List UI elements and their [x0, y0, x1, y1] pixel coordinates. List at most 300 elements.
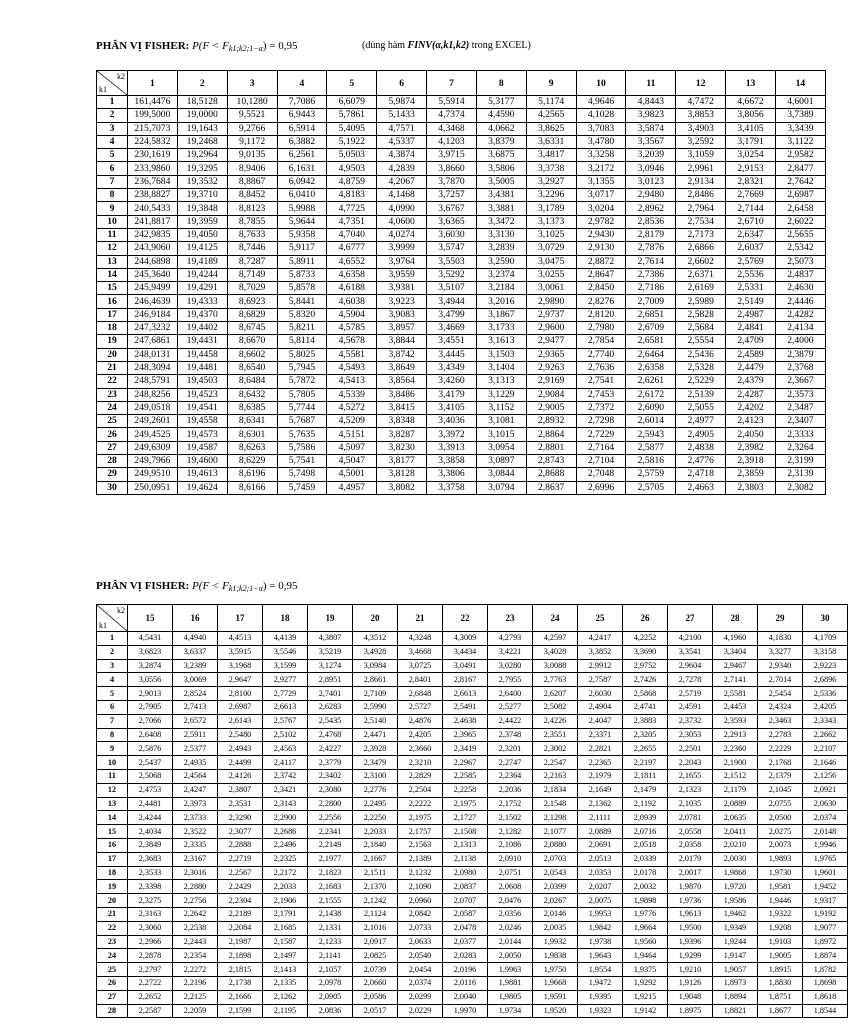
table-cell: 2,0518: [623, 838, 668, 852]
row-header: 17: [97, 308, 128, 321]
table-cell: 2,5684: [676, 322, 726, 335]
table-cell: 2,1752: [488, 797, 533, 811]
table-cell: 2,2913: [713, 728, 758, 742]
table-cell: 2,2084: [218, 921, 263, 935]
table-cell: 247,3232: [128, 322, 178, 335]
table-cell: 3,6767: [427, 202, 477, 215]
table-cell: 8,7149: [227, 268, 277, 281]
table-cell: 2,4589: [726, 348, 776, 361]
table-cell: 5,0503: [327, 149, 377, 162]
table-cell: 6,6079: [327, 96, 377, 109]
table-cell: 3,0897: [476, 455, 526, 468]
table-cell: 2,2043: [668, 756, 713, 770]
table-cell: 3,0794: [476, 481, 526, 494]
table-cell: 2,9153: [726, 162, 776, 175]
table-row: [97, 935, 848, 949]
table-cell: 2,1282: [488, 825, 533, 839]
table-row: [97, 659, 848, 673]
table-cell: 2,0558: [668, 825, 713, 839]
table-cell: 5,8025: [277, 348, 327, 361]
table-cell: 2,7905: [128, 700, 173, 714]
table-cell: 2,2504: [398, 783, 443, 797]
table-cell: 19,4458: [177, 348, 227, 361]
table-cell: 5,7805: [277, 388, 327, 401]
table-cell: 2,5727: [398, 700, 443, 714]
table-cell: 3,8742: [377, 348, 427, 361]
table-cell: 2,4034: [128, 825, 173, 839]
table-cell: 2,8276: [576, 295, 626, 308]
table-cell: 1,9452: [803, 880, 848, 894]
table-cell: 2,7740: [576, 348, 626, 361]
table-cell: 3,7389: [775, 109, 825, 122]
table-cell: 2,1987: [218, 935, 263, 949]
table-cell: 2,4244: [128, 811, 173, 825]
table-cell: 2,4876: [398, 714, 443, 728]
table-cell: 1,9765: [803, 852, 848, 866]
table-cell: 8,6301: [227, 428, 277, 441]
corner-row-label: k1: [99, 621, 107, 630]
table-cell: 2,9782: [576, 215, 626, 228]
table-cell: 19,4370: [177, 308, 227, 321]
table-cell: 1,9323: [578, 1004, 623, 1018]
table-cell: 5,7498: [277, 468, 327, 481]
table-row: [97, 268, 826, 281]
row-header: 26: [97, 976, 128, 990]
table-cell: 2,3199: [775, 455, 825, 468]
corner-cell: [97, 605, 128, 632]
table-cell: 3,3858: [427, 455, 477, 468]
table-cell: 8,6385: [227, 401, 277, 414]
table-cell: 2,8524: [173, 687, 218, 701]
table-cell: 2,9604: [668, 659, 713, 673]
table-cell: 19,3959: [177, 215, 227, 228]
table-cell: 250,0951: [128, 481, 178, 494]
table-cell: 2,2585: [443, 769, 488, 783]
table-row: [97, 742, 848, 756]
table-cell: 8,6602: [227, 348, 277, 361]
table-cell: 1,9446: [758, 894, 803, 908]
table-cell: 2,6896: [803, 673, 848, 687]
table-cell: 2,1389: [398, 852, 443, 866]
table-cell: 1,9868: [713, 866, 758, 880]
table-cell: 2,7426: [623, 673, 668, 687]
table-cell: 4,7571: [377, 122, 427, 135]
table-cell: 6,2561: [277, 149, 327, 162]
table-cell: 7,7086: [277, 96, 327, 109]
table-cell: 6,5914: [277, 122, 327, 135]
table-cell: 2,7186: [626, 282, 676, 295]
column-header: 23: [488, 605, 533, 632]
table-cell: 2,0960: [398, 894, 443, 908]
column-header: 22: [443, 605, 488, 632]
table-cell: 2,1016: [353, 921, 398, 935]
table-cell: 2,0921: [803, 783, 848, 797]
table-cell: 3,4434: [443, 645, 488, 659]
row-header: 28: [97, 1004, 128, 1018]
table-cell: 2,8688: [526, 468, 576, 481]
table-cell: 19,3848: [177, 202, 227, 215]
table-cell: 2,5943: [626, 428, 676, 441]
table-cell: 5,8441: [277, 295, 327, 308]
row-header: 24: [97, 401, 128, 414]
table-cell: 2,0476: [488, 894, 533, 908]
table-cell: 19,4600: [177, 455, 227, 468]
table-cell: 3,9223: [377, 295, 427, 308]
table-cell: 2,4446: [775, 295, 825, 308]
table-cell: 3,4799: [427, 308, 477, 321]
table-row: [97, 122, 826, 135]
table-cell: 2,8637: [526, 481, 576, 494]
table-cell: 2,8120: [576, 308, 626, 321]
table-cell: 2,5759: [626, 468, 676, 481]
table-cell: 3,0491: [443, 659, 488, 673]
table-cell: 2,6987: [775, 189, 825, 202]
table-cell: 8,6484: [227, 375, 277, 388]
table-cell: 2,1587: [263, 935, 308, 949]
table-cell: 3,1613: [476, 335, 526, 348]
table-row: [97, 783, 848, 797]
table-cell: 2,5331: [726, 282, 776, 295]
table-cell: 3,6823: [128, 645, 173, 659]
row-header: 1: [97, 632, 128, 646]
table-cell: 1,9077: [803, 921, 848, 935]
table-cell: 2,6602: [676, 255, 726, 268]
table-cell: 2,1138: [443, 852, 488, 866]
table-cell: 4,0990: [377, 202, 427, 215]
table-cell: 19,4431: [177, 335, 227, 348]
table-cell: 2,9277: [263, 673, 308, 687]
table-cell: 4,5904: [327, 308, 377, 321]
table-cell: 2,1298: [533, 811, 578, 825]
table-cell: 161,4476: [128, 96, 178, 109]
table-cell: 2,2538: [173, 921, 218, 935]
table-cell: 2,0017: [668, 866, 713, 880]
table-cell: 2,0978: [308, 976, 353, 990]
table-cell: 4,2067: [377, 175, 427, 188]
table-cell: 2,3533: [128, 866, 173, 880]
table-cell: 2,9223: [803, 659, 848, 673]
table-cell: 19,3710: [177, 189, 227, 202]
table-cell: 2,4838: [676, 441, 726, 454]
table-cell: 3,1355: [576, 175, 626, 188]
table-cell: 2,0246: [488, 921, 533, 935]
table-cell: 3,0254: [726, 149, 776, 162]
table-cell: 2,2966: [128, 935, 173, 949]
table-cell: 2,0880: [533, 838, 578, 852]
table-header-row: [97, 605, 848, 632]
table-cell: 19,4244: [177, 268, 227, 281]
table-cell: 2,4202: [726, 401, 776, 414]
table-cell: 3,8844: [377, 335, 427, 348]
row-header: 1: [97, 96, 128, 109]
table-row: [97, 728, 848, 742]
table-cell: 1,8975: [668, 1004, 713, 1018]
table-cell: 2,9365: [526, 348, 576, 361]
table-cell: 2,1757: [398, 825, 443, 839]
table-cell: 249,6309: [128, 441, 178, 454]
row-header: 21: [97, 907, 128, 921]
table-cell: 238,8827: [128, 189, 178, 202]
table-cell: 2,4499: [218, 756, 263, 770]
table-cell: 2,1111: [578, 811, 623, 825]
table-cell: 2,1815: [218, 963, 263, 977]
table-cell: 4,5413: [327, 375, 377, 388]
table-cell: 1,9730: [758, 866, 803, 880]
table-cell: 2,7298: [576, 415, 626, 428]
table-cell: 2,9430: [576, 228, 626, 241]
excel-note: [362, 40, 531, 51]
table-cell: 3,1015: [476, 428, 526, 441]
table-cell: 9,1172: [227, 135, 277, 148]
table-cell: 2,0703: [533, 852, 578, 866]
table-cell: 2,9169: [526, 375, 576, 388]
table-cell: 3,0729: [526, 242, 576, 255]
table-cell: 2,5068: [128, 769, 173, 783]
table-cell: 2,5139: [676, 388, 726, 401]
table-cell: 1,8618: [803, 990, 848, 1004]
table-cell: 4,2839: [377, 162, 427, 175]
heading-bottom-formula-lhs: P(F < F: [192, 580, 229, 592]
table-cell: 2,4123: [726, 415, 776, 428]
table-cell: 8,7855: [227, 215, 277, 228]
table-cell: 2,0980: [443, 866, 488, 880]
table-cell: 4,5678: [327, 335, 377, 348]
table-cell: 5,8578: [277, 282, 327, 295]
column-header: 4: [277, 71, 327, 96]
table-cell: 2,5149: [726, 295, 776, 308]
table-row: [97, 441, 826, 454]
table-cell: 3,1404: [476, 361, 526, 374]
table-cell: 2,3803: [726, 481, 776, 494]
table-cell: 2,6848: [398, 687, 443, 701]
table-cell: 2,6261: [626, 375, 676, 388]
table-cell: 2,2172: [263, 866, 308, 880]
table-cell: 2,0146: [533, 907, 578, 921]
row-header: 22: [97, 375, 128, 388]
table-cell: 3,2592: [676, 135, 726, 148]
row-header: 18: [97, 322, 128, 335]
table-cell: 1,9738: [578, 935, 623, 949]
table-cell: 2,3139: [775, 468, 825, 481]
table-cell: 2,9890: [526, 295, 576, 308]
table-cell: 2,1508: [443, 825, 488, 839]
table-cell: 5,9988: [277, 202, 327, 215]
table-cell: 19,4587: [177, 441, 227, 454]
table-cell: 2,7964: [676, 202, 726, 215]
table-cell: 2,8100: [218, 687, 263, 701]
table-cell: 2,0517: [353, 1004, 398, 1018]
table-row: [97, 714, 848, 728]
table-cell: 2,0905: [308, 990, 353, 1004]
table-cell: 2,7109: [353, 687, 398, 701]
table-row: [97, 135, 826, 148]
table-cell: 2,1141: [308, 949, 353, 963]
table-cell: 2,6400: [488, 687, 533, 701]
table-header-row: [97, 71, 826, 96]
table-cell: 3,2874: [128, 659, 173, 673]
table-cell: 2,2272: [173, 963, 218, 977]
table-cell: 4,5151: [327, 428, 377, 441]
table-cell: 2,2719: [218, 852, 263, 866]
table-cell: 1,9838: [533, 949, 578, 963]
table-cell: 2,3593: [713, 714, 758, 728]
table-cell: 1,9668: [533, 976, 578, 990]
table-cell: 2,7144: [726, 202, 776, 215]
table-cell: 3,3913: [427, 441, 477, 454]
table-cell: 1,9932: [533, 935, 578, 949]
table-cell: 2,9961: [676, 162, 726, 175]
table-cell: 3,0088: [533, 659, 578, 673]
table-cell: 3,8379: [476, 135, 526, 148]
table-cell: 1,8821: [713, 1004, 758, 1018]
table-row: [97, 468, 826, 481]
table-cell: 3,5874: [626, 122, 676, 135]
table-cell: 1,9586: [713, 894, 758, 908]
table-cell: 8,8867: [227, 175, 277, 188]
table-cell: 2,9340: [758, 659, 803, 673]
table-cell: 3,2172: [576, 162, 626, 175]
table-cell: 4,5097: [327, 441, 377, 454]
table-cell: 1,9554: [578, 963, 623, 977]
table-cell: 2,3918: [726, 455, 776, 468]
table-cell: 2,2747: [488, 756, 533, 770]
table-cell: 1,9881: [488, 976, 533, 990]
table-cell: 2,3201: [488, 742, 533, 756]
table-cell: 2,0148: [803, 825, 848, 839]
row-header: 25: [97, 963, 128, 977]
table-cell: 3,8957: [377, 322, 427, 335]
table-cell: 3,4928: [353, 645, 398, 659]
table-cell: 2,3419: [443, 742, 488, 756]
table-cell: 3,3881: [476, 202, 526, 215]
column-header: 3: [227, 71, 277, 96]
table-cell: 19,4189: [177, 255, 227, 268]
table-cell: 2,7453: [576, 388, 626, 401]
column-header: 6: [377, 71, 427, 96]
table-cell: 2,5767: [263, 714, 308, 728]
table-cell: 244,6898: [128, 255, 178, 268]
table-cell: 4,1028: [576, 109, 626, 122]
table-cell: 2,1906: [263, 894, 308, 908]
table-cell: 3,5219: [308, 645, 353, 659]
table-cell: 3,3130: [476, 228, 526, 241]
table-cell: 1,9601: [803, 866, 848, 880]
table-cell: 2,1646: [803, 756, 848, 770]
table-cell: 1,9643: [578, 949, 623, 963]
table-cell: 4,3512: [353, 632, 398, 646]
table-cell: 3,0556: [128, 673, 173, 687]
table-cell: 19,3532: [177, 175, 227, 188]
table-cell: 2,2662: [803, 728, 848, 742]
table-cell: 1,9208: [758, 921, 803, 935]
table-cell: 5,9358: [277, 228, 327, 241]
table-cell: 2,2900: [263, 811, 308, 825]
table-cell: 2,1331: [308, 921, 353, 935]
table-cell: 2,7729: [263, 687, 308, 701]
table-cell: 2,3275: [128, 894, 173, 908]
table-cell: 3,8082: [377, 481, 427, 494]
column-header: 21: [398, 605, 443, 632]
table-cell: 2,3748: [488, 728, 533, 742]
table-cell: 6,1631: [277, 162, 327, 175]
table-cell: 1,9057: [713, 963, 758, 977]
table-cell: 2,0635: [713, 811, 758, 825]
table-cell: 2,7534: [676, 215, 726, 228]
table-row: [97, 282, 826, 295]
table-cell: 2,4905: [676, 428, 726, 441]
table-cell: 2,3143: [263, 797, 308, 811]
table-cell: 4,2100: [668, 632, 713, 646]
table-cell: 2,6572: [173, 714, 218, 728]
table-cell: 2,5377: [173, 742, 218, 756]
row-header: 30: [97, 481, 128, 494]
table-cell: 3,4028: [533, 645, 578, 659]
table-cell: 3,3567: [626, 135, 676, 148]
table-cell: 2,3082: [775, 481, 825, 494]
table-cell: 2,4776: [676, 455, 726, 468]
table-cell: 2,7141: [713, 673, 758, 687]
heading-bottom-formula-sub: k1;k2;1−α: [228, 584, 263, 593]
table-cell: 5,8211: [277, 322, 327, 335]
table-cell: 2,4718: [676, 468, 726, 481]
table-cell: 1,9048: [668, 990, 713, 1004]
table-cell: 2,8647: [576, 268, 626, 281]
table-cell: 3,5915: [218, 645, 263, 659]
table-cell: 2,9134: [676, 175, 726, 188]
table-cell: 3,3738: [526, 162, 576, 175]
table-cell: 2,3667: [775, 375, 825, 388]
table-cell: 2,4287: [726, 388, 776, 401]
table-cell: 2,0540: [398, 949, 443, 963]
table-cell: 8,6229: [227, 455, 277, 468]
table-cell: 2,5877: [626, 441, 676, 454]
table-cell: 2,7386: [626, 268, 676, 281]
table-cell: 2,1232: [398, 866, 443, 880]
table-cell: 2,0707: [443, 894, 488, 908]
table-cell: 5,7945: [277, 361, 327, 374]
table-cell: 1,9322: [758, 907, 803, 921]
table-cell: 3,4105: [726, 122, 776, 135]
table-cell: 4,6188: [327, 282, 377, 295]
table-row: [97, 175, 826, 188]
table-cell: 3,7870: [427, 175, 477, 188]
table-row: [97, 673, 848, 687]
corner-col-label: k2: [117, 606, 125, 615]
table-cell: 8,8452: [227, 189, 277, 202]
table-cell: 2,5876: [128, 742, 173, 756]
column-header: 16: [173, 605, 218, 632]
table-cell: 249,9510: [128, 468, 178, 481]
table-cell: 2,1502: [488, 811, 533, 825]
table-cell: 4,1468: [377, 189, 427, 202]
table-cell: 4,5431: [128, 632, 173, 646]
row-header: 12: [97, 783, 128, 797]
table-cell: 1,9963: [488, 963, 533, 977]
table-cell: 2,0073: [758, 838, 803, 852]
table-cell: 8,6341: [227, 415, 277, 428]
table-cell: 215,7073: [128, 122, 178, 135]
table-cell: 3,4551: [427, 335, 477, 348]
table-cell: 2,6169: [676, 282, 726, 295]
table-cell: 1,9776: [623, 907, 668, 921]
table-cell: 1,9520: [533, 1004, 578, 1018]
table-cell: 4,8443: [626, 96, 676, 109]
table-row: [97, 838, 848, 852]
table-cell: 2,1057: [308, 963, 353, 977]
table-cell: 2,2197: [623, 756, 668, 770]
table-cell: 5,7459: [277, 481, 327, 494]
table-cell: 3,0984: [353, 659, 398, 673]
